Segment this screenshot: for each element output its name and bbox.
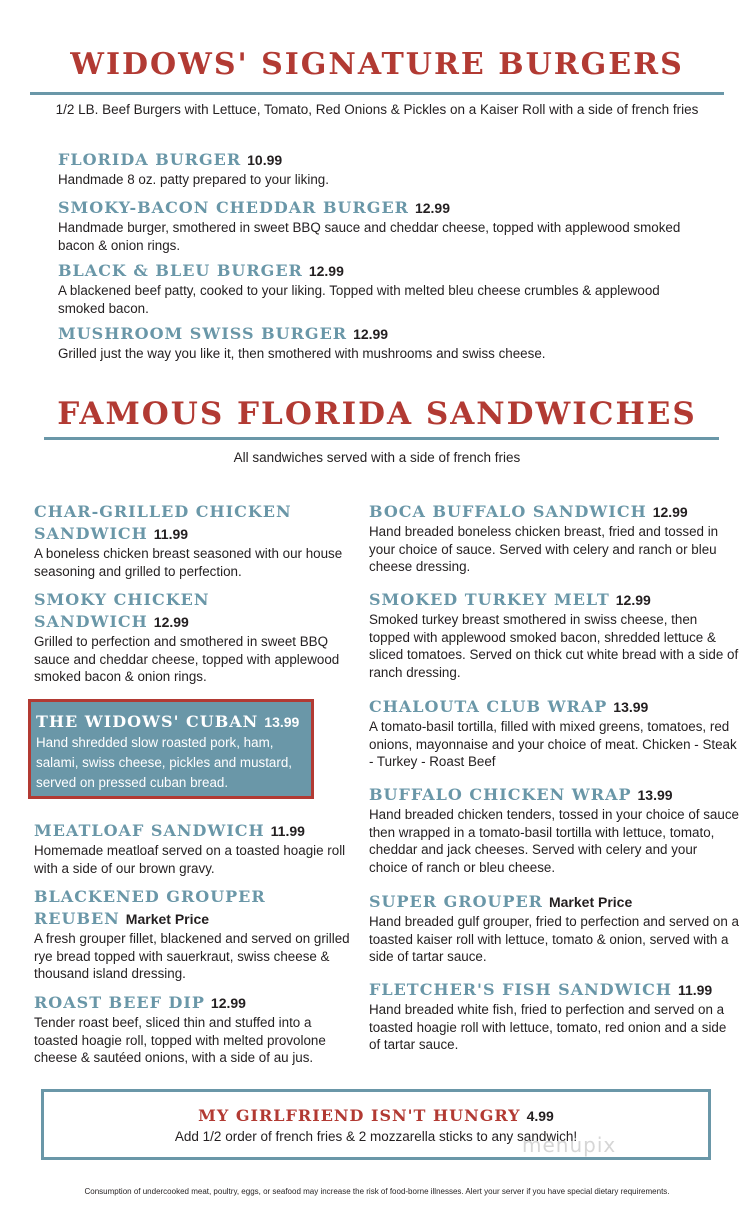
item-price: 12.99: [210, 995, 246, 1011]
menu-item-smoked-turkey-melt: [369, 589, 739, 681]
item-price: 12.99: [414, 200, 450, 216]
item-name: THE WIDOWS' CUBAN: [36, 712, 259, 731]
item-description: Hand breaded white fish, fried to perfection and served on a toasted hoagie roll with lettuce, tomato, red onion and a side of tartar sauce.: [369, 1002, 727, 1052]
item-name: BOCA BUFFALO SANDWICH: [369, 502, 647, 521]
item-price: 13.99: [264, 714, 300, 730]
item-name: SMOKED TURKEY MELT: [369, 590, 610, 609]
item-name: BLACK & BLEU BURGER: [58, 261, 303, 280]
item-name: BLACKENED GROUPER REUBEN Market Price: [34, 887, 266, 928]
menu-item-blackened-grouper-reuben: [34, 886, 352, 983]
menu-item-mushroom-swiss-burger: [58, 323, 708, 363]
menu-item-black-bleu-burger: [58, 260, 708, 317]
item-name: ROAST BEEF DIP: [34, 993, 205, 1012]
menu-item-meatloaf-sandwich: [34, 820, 352, 877]
item-name: MEATLOAF SANDWICH: [34, 821, 265, 840]
item-price: 12.99: [353, 326, 389, 342]
item-name: SUPER GROUPER: [369, 892, 543, 911]
burgers-title: WIDOWS' SIGNATURE BURGERS: [70, 47, 684, 82]
item-name: SMOKY-BACON CHEDDAR BURGER: [58, 198, 409, 217]
item-description: Hand breaded chicken tenders, tossed in your choice of sauce then wrapped in a tomato-basil tortilla with lettuce, tomato, cheddar and jack cheeses. Served with celery and your choice of ranch or bleu cheese.: [369, 807, 739, 875]
item-description: Handmade 8 oz. patty prepared to your liking.: [58, 172, 329, 187]
item-price: Market Price: [125, 911, 210, 927]
item-description: Hand shredded slow roasted pork, ham, salami, swiss cheese, pickles and mustard, served on pressed cuban bread.: [36, 735, 293, 790]
featured-item-widows-cuban: [28, 699, 314, 799]
menu-item-florida-burger: [58, 149, 708, 189]
menu-item-smoky-chicken: [34, 589, 352, 686]
item-price: 11.99: [677, 982, 713, 998]
item-description: A fresh grouper fillet, blackened and served on grilled rye bread topped with sauerkraut, swiss cheese & thousand island dressing.: [34, 931, 350, 981]
item-description: A boneless chicken breast seasoned with our house seasoning and grilled to perfection.: [34, 546, 343, 579]
menu-item-roast-beef-dip: [34, 992, 352, 1067]
menu-item-char-grilled-chicken: [34, 501, 352, 580]
addon-description: Add 1/2 order of french fries & 2 mozzarella sticks to any sandwich!: [174, 1129, 578, 1144]
burgers-divider: [30, 92, 724, 95]
menu-item-boca-buffalo: [369, 501, 739, 576]
burgers-subtitle: 1/2 LB. Beef Burgers with Lettuce, Tomato, Red Onions & Pickles on a Kaiser Roll with a side of french fries: [55, 102, 699, 117]
sandwiches-title: FAMOUS FLORIDA SANDWICHES: [57, 396, 697, 432]
menu-item-fletchers-fish-sandwich: [369, 979, 739, 1054]
item-description: Homemade meatloaf served on a toasted hoagie roll with a side of our brown gravy.: [34, 843, 346, 876]
item-description: Grilled just the way you like it, then smothered with mushrooms and swiss cheese.: [58, 346, 546, 361]
item-price: 13.99: [613, 699, 649, 715]
item-description: Smoked turkey breast smothered in swiss cheese, then topped with applewood smoked bacon, shredded lettuce & sliced tomatoes. Served on thick cut white bread with a side of ranch dressing.: [369, 612, 739, 680]
item-price: 10.99: [247, 152, 283, 168]
sandwiches-subtitle: All sandwiches served with a side of french fries: [233, 450, 521, 465]
item-name: SMOKY CHICKEN SANDWICH 12.99: [34, 590, 210, 631]
item-description: A tomato-basil tortilla, filled with mixed greens, tomatoes, red onions, mayonnaise and your choice of meat. Chicken - Steak - Turkey - Roast Beef: [369, 719, 737, 769]
item-name: MUSHROOM SWISS BURGER: [58, 324, 348, 343]
sandwiches-divider: [44, 437, 719, 440]
item-description: Tender roast beef, sliced thin and stuffed into a toasted hoagie roll, topped with melted provolone cheese & sautéed onions, with a side of au jus.: [34, 1015, 326, 1065]
item-description: Handmade burger, smothered in sweet BBQ sauce and cheddar cheese, topped with applewood smoked bacon & onion rings.: [58, 220, 681, 253]
item-price: 12.99: [615, 592, 651, 608]
menu-item-smoky-bacon-cheddar-burger: [58, 197, 708, 254]
item-description: Grilled to perfection and smothered in sweet BBQ sauce and cheddar cheese, topped with applewood smoked bacon & onion rings.: [34, 634, 340, 684]
item-name: BUFFALO CHICKEN WRAP: [369, 785, 632, 804]
addon-price: 4.99: [526, 1108, 554, 1124]
addon-name: MY GIRLFRIEND ISN'T HUNGRY: [198, 1106, 521, 1125]
menu-item-buffalo-chicken-wrap: [369, 784, 739, 876]
item-price: 12.99: [652, 504, 688, 520]
item-price: 11.99: [270, 823, 305, 839]
watermark-logo: menupix: [522, 1133, 617, 1157]
item-description: A blackened beef patty, cooked to your liking. Topped with melted bleu cheese crumbles & applewood smoked bacon.: [58, 283, 660, 316]
item-name: CHALOUTA CLUB WRAP: [369, 697, 608, 716]
item-price: 11.99: [153, 526, 189, 542]
item-name: FLETCHER'S FISH SANDWICH: [369, 980, 672, 999]
item-price: 12.99: [308, 263, 344, 279]
item-price: 13.99: [637, 787, 673, 803]
item-name: FLORIDA BURGER: [58, 150, 242, 169]
menu-item-super-grouper: [369, 891, 739, 966]
item-price: Market Price: [548, 894, 633, 910]
item-description: Hand breaded gulf grouper, fried to perfection and served on a toasted kaiser roll with lettuce, tomato & onion, served with a side of tartar sauce.: [369, 914, 739, 964]
item-description: Hand breaded boneless chicken breast, fried and tossed in your choice of sauce. Served with celery and ranch or bleu cheese dressing.: [369, 524, 719, 574]
item-name: CHAR-GRILLED CHICKEN SANDWICH 11.99: [34, 502, 292, 543]
item-price: 12.99: [153, 614, 189, 630]
food-safety-disclaimer: Consumption of undercooked meat, poultry, eggs, or seafood may increase the risk of food-borne illnesses. Alert your server if you have special dietary requirements.: [84, 1187, 670, 1196]
menu-item-chalouta-club-wrap: [369, 696, 739, 771]
